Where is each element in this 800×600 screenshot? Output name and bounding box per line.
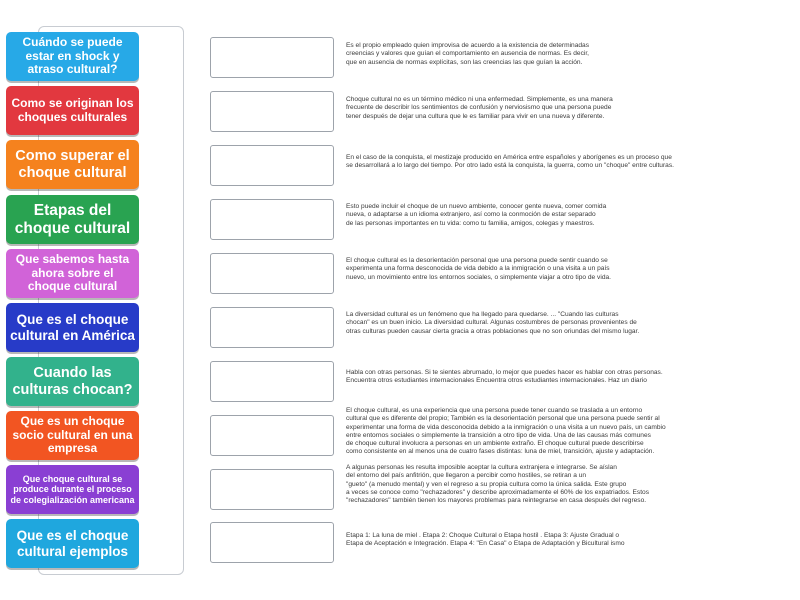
description-text: El choque cultural, es una experiencia que una persona puede tener cuando se traslada a un entorno cultural que es diferente del propio; También es la desorientación personal que una persona puede sentir al experimentar una forma de vida desconocida debido a la inmigración o una visita a un nuevo país, un cambio entre entornos sociales o simplemente la transición a otro tipo de vida. Una de las causas más comunes de choque cultural involucra a personas en un ambiente extraño. El choque cultural puede describirse como consistente en al menos una de cuatro fases distintas: luna de miel, transición, ajuste y adaptación. xyxy=(346,407,666,456)
tile-que-sabemos[interactable]: Que sabemos hasta ahora sobre el choque cultural xyxy=(6,249,139,298)
description-text: En el caso de la conquista, el mestizaje producido en América entre españoles y aborígenes es un proceso que se desarrollará a lo largo del tiempo. Por otro lado está la conquista, la guerra, como un "choque" entre culturas. xyxy=(346,154,674,170)
drop-slot[interactable] xyxy=(210,145,334,186)
description-text: A algunas personas les resulta imposible aceptar la cultura extranjera e integrarse. Se aíslan del entorno del país anfitrión, que llegaron a percibir como hostiles, se retiran a un "gueto" (a menudo mental) y ven el regreso a su propia cultura como la única salida. Este grupo a veces se conoce como "rechazadores" y describe aproximadamente el 60% de los expatriados. Estos "rechazadores" también tienen los mayores problemas para reintegrarse en casa después del regreso. xyxy=(346,464,650,505)
drop-slot[interactable] xyxy=(210,522,334,563)
description-text: Choque cultural no es un término médico ni una enfermedad. Simplemente, es una manera frecuente de describir los sentimientos de confusión y nerviosismo que una persona puede tener después de dejar una cultura que le es familiar para vivir en una nueva y diferente. xyxy=(346,96,613,120)
drop-slot[interactable] xyxy=(210,37,334,78)
tile-empresa[interactable]: Que es un choque socio cultural en una empresa xyxy=(6,411,139,460)
description-text: La diversidad cultural es un fenómeno que ha llegado para quedarse. ... "Cuando las culturas chocan" es un buen inicio. La diversidad cultural. Algunas costumbres de personas provenientes de otras culturas pueden causar cierta gracia a otras poblaciones que no son oriundas del mismo lugar. xyxy=(346,311,640,335)
drop-slot[interactable] xyxy=(210,469,334,510)
drop-slot[interactable] xyxy=(210,253,334,294)
drop-slot[interactable] xyxy=(210,415,334,456)
tile-colegializacion[interactable]: Que choque cultural se produce durante el proceso de colegialización americana xyxy=(6,465,139,514)
description-text: Esto puede incluir el choque de un nuevo ambiente, conocer gente nueva, comer comida nueva, o adaptarse a un idioma extranjero, así como la conmoción de estar separado de las personas importantes en tu vida: como tu familia, amigos, colegas y maestros. xyxy=(346,203,607,227)
tile-como-se-originan[interactable]: Como se originan los choques culturales xyxy=(6,86,139,135)
drop-slot[interactable] xyxy=(210,199,334,240)
description-text: El choque cultural es la desorientación personal que una persona puede sentir cuando se experimenta una forma desconocida de vida debido a la inmigración o una visita a un país nuevo, un movimiento entre los entornos sociales, o simplemente viajar a otro tipo de vida. xyxy=(346,257,611,281)
tile-america[interactable]: Que es el choque cultural en América xyxy=(6,303,139,352)
tile-culturas-chocan[interactable]: Cuando las culturas chocan? xyxy=(6,357,139,406)
description-text: Habla con otras personas. Si te sientes abrumado, lo mejor que puedes hacer es hablar con otras personas. Encuentra otros estudiantes internacionales Encuentra otros estudiantes internacionales. Haz un diario xyxy=(346,369,663,385)
drop-slot[interactable] xyxy=(210,91,334,132)
tile-shock-atraso[interactable]: Cuándo se puede estar en shock y atraso cultural? xyxy=(6,32,139,81)
drop-slot[interactable] xyxy=(210,307,334,348)
tile-etapas[interactable]: Etapas del choque cultural xyxy=(6,195,139,244)
description-text: Etapa 1: La luna de miel . Etapa 2: Choque Cultural o Etapa hostil . Etapa 3: Ajuste Gradual o Etapa de Aceptación e Integración. Etapa 4: "En Casa" o Etapa de Adaptación y Bicultural ismo xyxy=(346,532,625,548)
tile-ejemplos[interactable]: Que es el choque cultural ejemplos xyxy=(6,519,139,568)
description-text: Es el propio empleado quien improvisa de acuerdo a la existencia de determinadas creencias y valores que guían el comportamiento en ausencia de normas. Es decir, que en ausencia de normas explícitas, son las creencias las que guían la acción. xyxy=(346,42,590,66)
drop-slot[interactable] xyxy=(210,361,334,402)
tile-como-superar[interactable]: Como superar el choque cultural xyxy=(6,140,139,189)
